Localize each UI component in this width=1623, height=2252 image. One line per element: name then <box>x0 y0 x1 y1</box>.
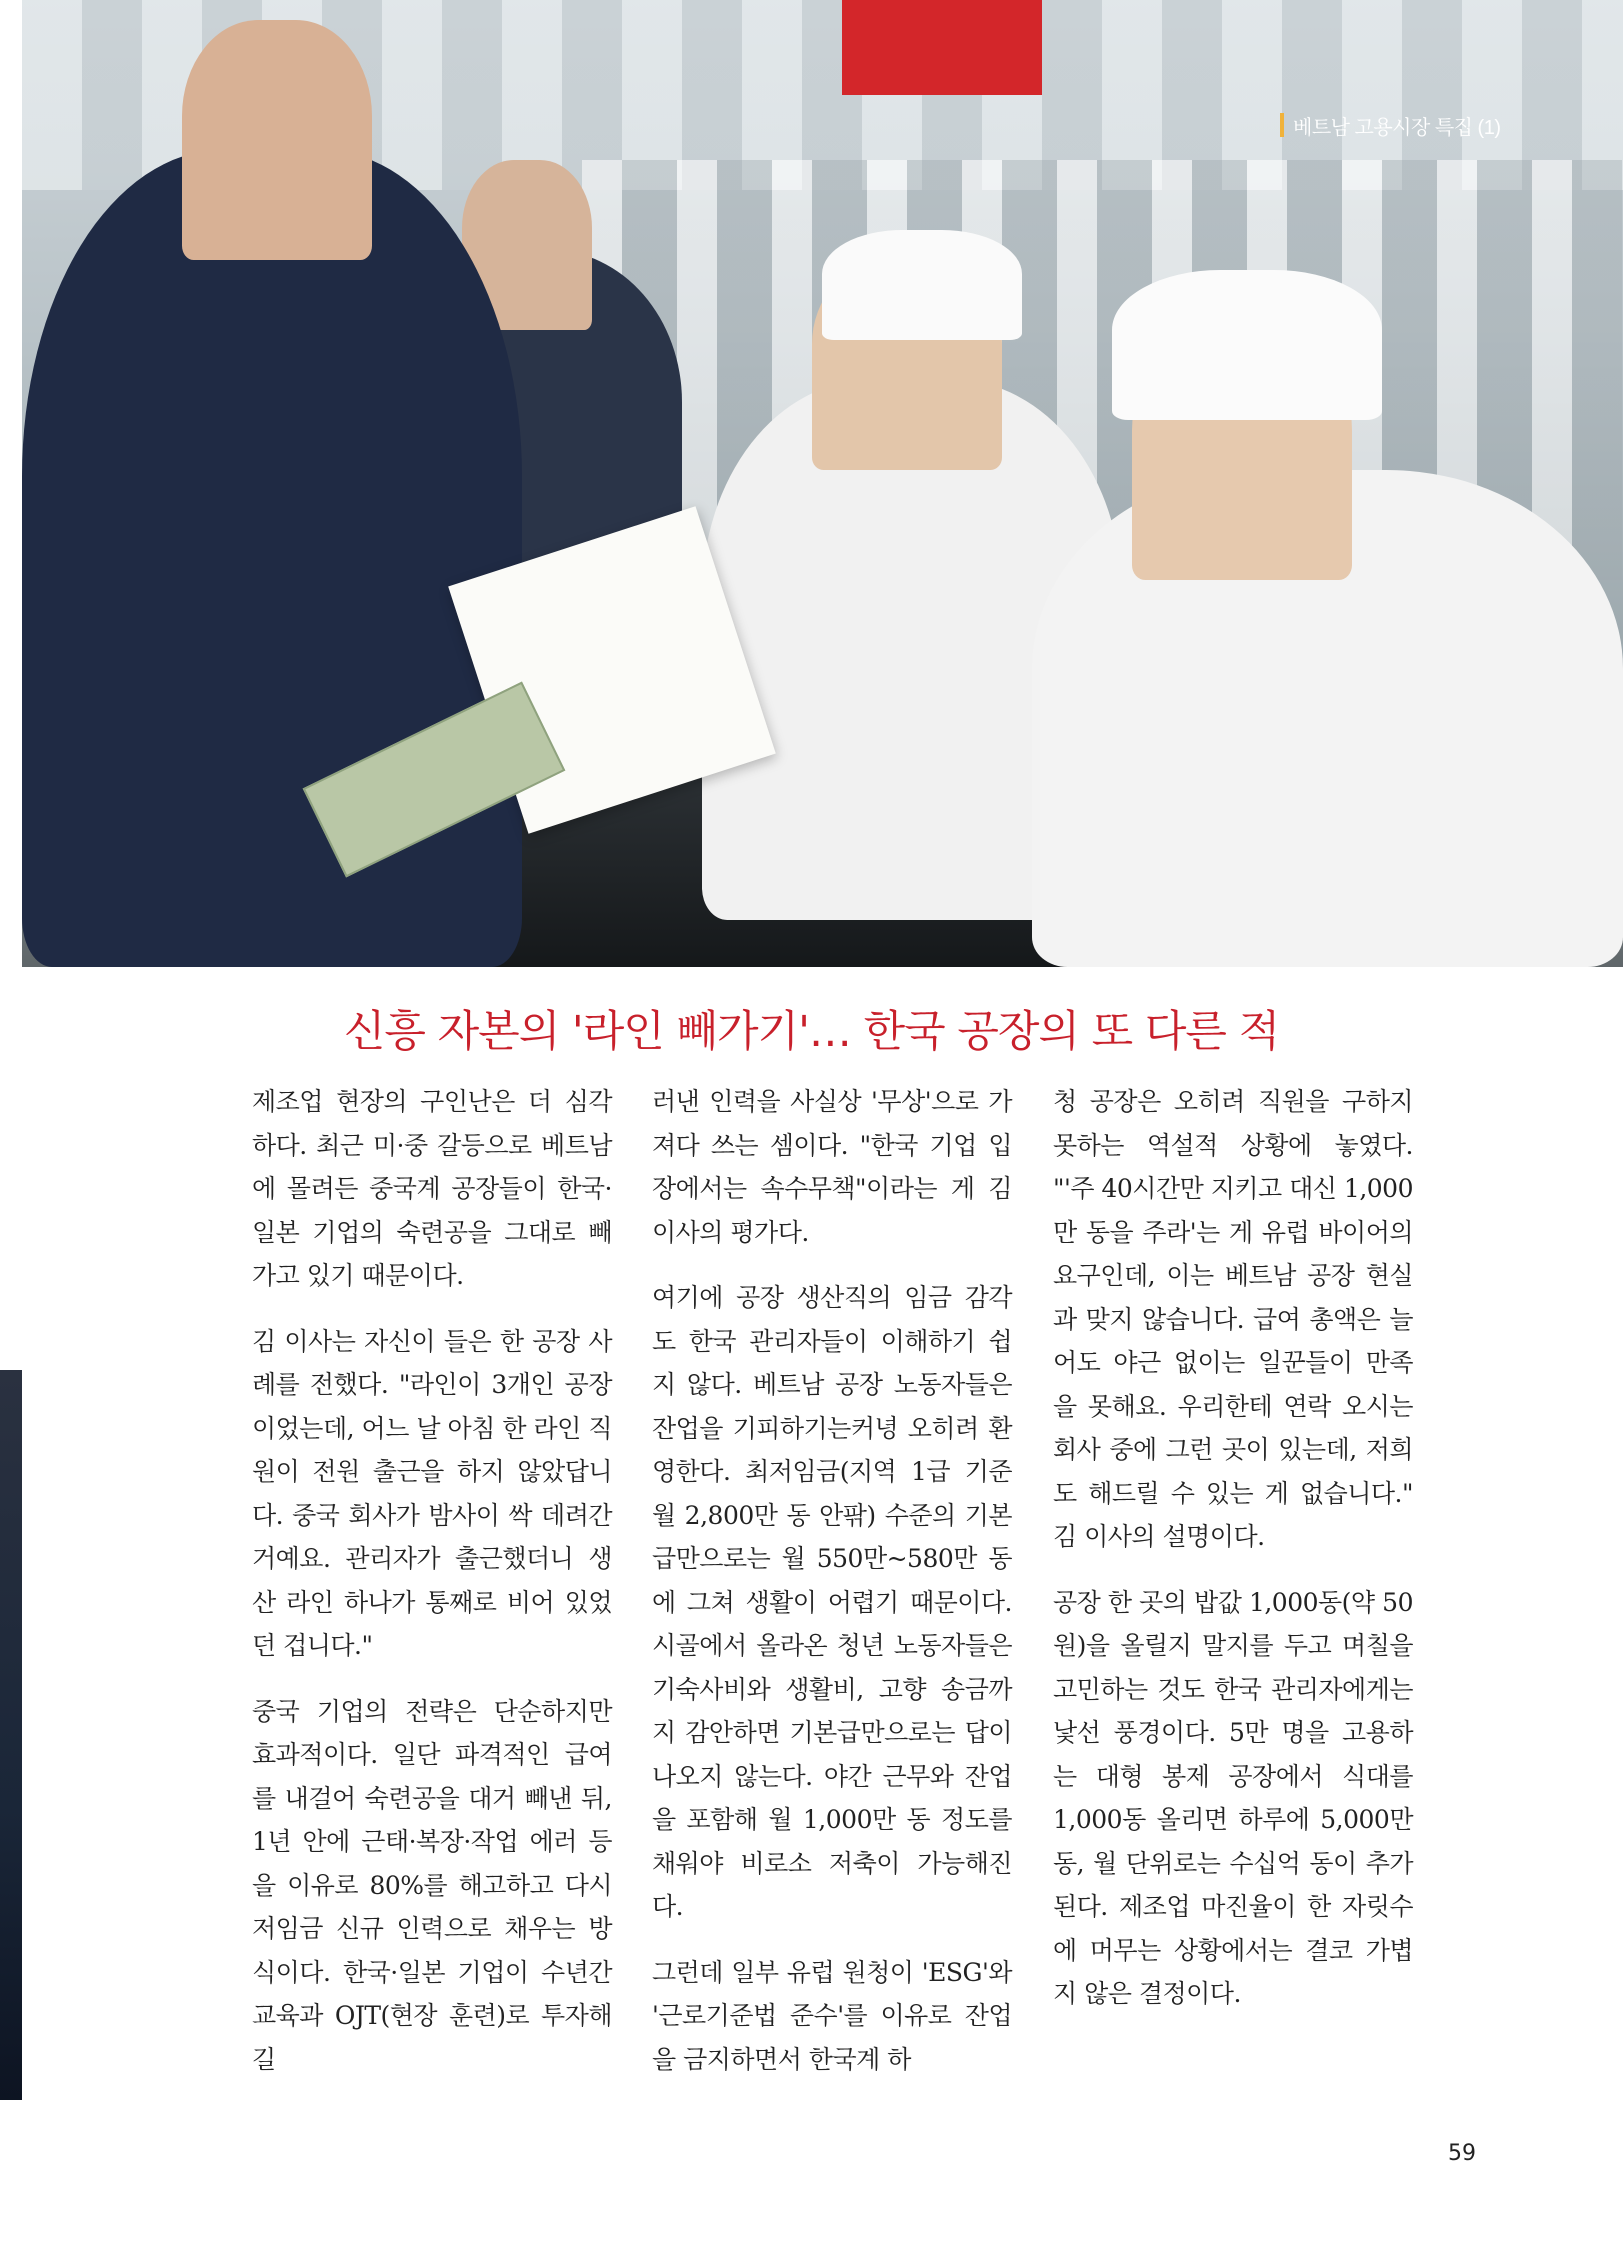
factory-photo <box>22 0 1623 967</box>
paragraph: 공장 한 곳의 밥값 1,000동(약 50원)을 올릴지 말지를 두고 며칠을 고민하는 것도 한국 관리자에게는 낯선 풍경이다. 5만 명을 고용하는 대형 봉제 공장에서 식대를 1,000동 올리면 하루에 5,000만 동, 월 단위로는 수십억 동이 추가된다. 제조업 마진율이 한 자릿수에 머무는 상황에서는 결코 가볍지 않은 결정이다. <box>1053 1587 1413 2008</box>
paragraph: 김 이사는 자신이 들은 한 공장 사례를 전했다. "라인이 3개인 공장이었는데, 어느 날 아침 한 라인 직원이 전원 출근을 하지 않았답니다. 중국 회사가 밤사이 싹 데려간 거예요. 관리자가 출근했더니 생산 라인 하나가 통째로 비어 있었던 겁니다." <box>252 1326 612 1660</box>
paragraph: 여기에 공장 생산직의 임금 감각도 한국 관리자들이 이해하기 쉽지 않다. 베트남 공장 노동자들은 잔업을 기피하기는커녕 오히려 환영한다. 최저임금(지역 1급 기준 월 2,800만 동 안팎) 수준의 기본급만으로는 월 550만~580만 동에 그쳐 생활이 어렵기 때문이다. 시골에서 올라온 청년 노동자들은 기숙사비와 생활비, 고향 송금까지 감안하면 기본급만으로는 답이 나오지 않는다. 야간 근무와 잔업을 포함해 월 1,000만 동 정도를 채워야 비로소 저축이 가능해진다. <box>652 1283 1012 1921</box>
article-headline: 신흥 자본의 '라인 빼가기'… 한국 공장의 또 다른 적 <box>343 1007 1280 1057</box>
manager-in-suit-body <box>22 150 522 967</box>
article-column-1 <box>252 1080 612 2103</box>
page-number: 59 <box>1448 2141 1476 2166</box>
left-edge-image-strip <box>0 1370 22 2100</box>
paragraph: 그런데 일부 유럽 원청이 'ESG'와 '근로기준법 준수'를 이유로 잔업을 금지하면서 한국계 하 <box>652 1957 1012 2074</box>
paragraph: 청 공장은 오히려 직원을 구하지 못하는 역설적 상황에 놓였다. "'주 40시간만 지키고 대신 1,000만 동을 주라'는 게 유럽 바이어의 요구인데, 이는 베트남 공장 현실과 맞지 않습니다. 급여 총액은 늘어도 야근 없이는 일꾼들이 만족을 못해요. 우리한테 연락 오시는 회사 중에 그런 곳이 있는데, 저희도 해드릴 수 있는 게 없습니다." 김 이사의 설명이다. <box>1053 1087 1413 1551</box>
series-tag <box>1280 112 1501 138</box>
red-flag <box>842 0 1042 95</box>
young-worker-cap <box>1112 270 1382 420</box>
manager-in-suit-head <box>182 20 372 260</box>
series-tag-label: 베트남 고용시장 특집 (1) <box>1293 116 1501 139</box>
series-tag-bar <box>1280 113 1284 137</box>
article-column-2 <box>652 1080 1012 2103</box>
paragraph: 러낸 인력을 사실상 '무상'으로 가져다 쓰는 셈이다. "한국 기업 입장에서는 속수무책"이라는 게 김 이사의 평가다. <box>652 1087 1012 1247</box>
masked-worker-cap <box>822 230 1022 340</box>
article-column-3 <box>1053 1080 1413 2038</box>
paragraph: 제조업 현장의 구인난은 더 심각하다. 최근 미·중 갈등으로 베트남에 몰려든 중국계 공장들이 한국·일본 기업의 숙련공을 그대로 빼가고 있기 때문이다. <box>252 1087 612 1290</box>
paragraph: 중국 기업의 전략은 단순하지만 효과적이다. 일단 파격적인 급여를 내걸어 숙련공을 대거 빼낸 뒤, 1년 안에 근태·복장·작업 에러 등을 이유로 80%를 해고하고 다시 저임금 신규 인력으로 채우는 방식이다. 한국·일본 기업이 수년간 교육과 OJT(현장 훈련)로 투자해 길 <box>252 1696 612 2074</box>
